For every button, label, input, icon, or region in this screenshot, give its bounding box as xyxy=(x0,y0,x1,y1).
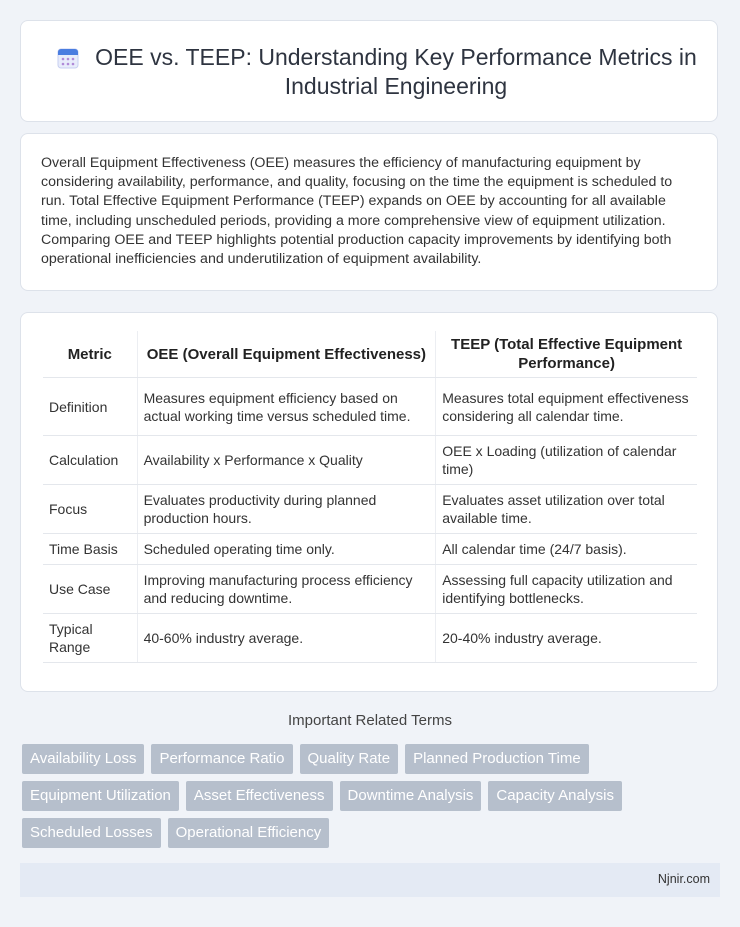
tag-asset-effectiveness[interactable]: Asset Effectiveness xyxy=(186,781,333,811)
comparison-table-card xyxy=(20,312,718,692)
table-header-row xyxy=(43,331,697,378)
oee-cell: Improving manufacturing process efficiency and reducing downtime. xyxy=(137,565,436,614)
row-label: Typical Range xyxy=(43,614,137,663)
teep-cell: Evaluates asset utilization over total available time. xyxy=(436,485,697,534)
table-row xyxy=(43,534,697,565)
table-row xyxy=(43,436,697,485)
table-row xyxy=(43,378,697,436)
row-label: Use Case xyxy=(43,565,137,614)
comparison-table xyxy=(43,331,697,663)
teep-cell: Assessing full capacity utilization and identifying bottlenecks. xyxy=(436,565,697,614)
tag-quality-rate[interactable]: Quality Rate xyxy=(300,744,399,774)
footer xyxy=(20,863,720,897)
oee-cell: 40-60% industry average. xyxy=(137,614,436,663)
teep-cell: All calendar time (24/7 basis). xyxy=(436,534,697,565)
oee-cell: Measures equipment efficiency based on actual working time versus scheduled time. xyxy=(137,378,436,436)
oee-cell: Scheduled operating time only. xyxy=(137,534,436,565)
row-label: Calculation xyxy=(43,436,137,485)
teep-cell: 20-40% industry average. xyxy=(436,614,697,663)
table-row xyxy=(43,485,697,534)
tag-availability-loss[interactable]: Availability Loss xyxy=(22,744,144,774)
header-teep: TEEP (Total Effective Equipment Performance) xyxy=(436,331,697,378)
intro-card xyxy=(20,133,718,291)
oee-cell: Evaluates productivity during planned production hours. xyxy=(137,485,436,534)
tag-operational-efficiency[interactable]: Operational Efficiency xyxy=(168,818,330,848)
related-terms-title: Important Related Terms xyxy=(288,712,452,729)
header-metric: Metric xyxy=(43,331,137,378)
row-label: Time Basis xyxy=(43,534,137,565)
oee-cell: Availability x Performance x Quality xyxy=(137,436,436,485)
table-row xyxy=(43,565,697,614)
teep-cell: Measures total equipment effectiveness considering all calendar time. xyxy=(436,378,697,436)
tag-downtime-analysis[interactable]: Downtime Analysis xyxy=(340,781,482,811)
tag-capacity-analysis[interactable]: Capacity Analysis xyxy=(488,781,622,811)
intro-paragraph: Overall Equipment Effectiveness (OEE) measures the efficiency of manufacturing equipment by considering availability, performance, and quality, focusing on the time the equipment is scheduled to run. Total Effective Equipment Performance (TEEP) expands on OEE by accounting for all available time, including unscheduled periods, providing a more comprehensive view of equipment utilization. Comparing OEE and TEEP highlights potential production capacity improvements by identifying both operational inefficiencies and underutilization of equipment availability. xyxy=(41,155,673,268)
tag-planned-production-time[interactable]: Planned Production Time xyxy=(405,744,589,774)
table-row xyxy=(43,614,697,663)
footer-site-link[interactable]: Njnir.com xyxy=(657,872,710,886)
tag-performance-ratio[interactable]: Performance Ratio xyxy=(151,744,292,774)
header-oee: OEE (Overall Equipment Effectiveness) xyxy=(137,331,436,378)
related-terms-list xyxy=(22,744,712,855)
row-label: Focus xyxy=(43,485,137,534)
teep-cell: OEE x Loading (utilization of calendar time) xyxy=(436,436,697,485)
row-label: Definition xyxy=(43,378,137,436)
tag-scheduled-losses[interactable]: Scheduled Losses xyxy=(22,818,161,848)
title-card xyxy=(20,20,718,122)
page-title: OEE vs. TEEP: Understanding Key Performance Metrics in Industrial Engineering xyxy=(95,44,697,99)
tag-equipment-utilization[interactable]: Equipment Utilization xyxy=(22,781,179,811)
